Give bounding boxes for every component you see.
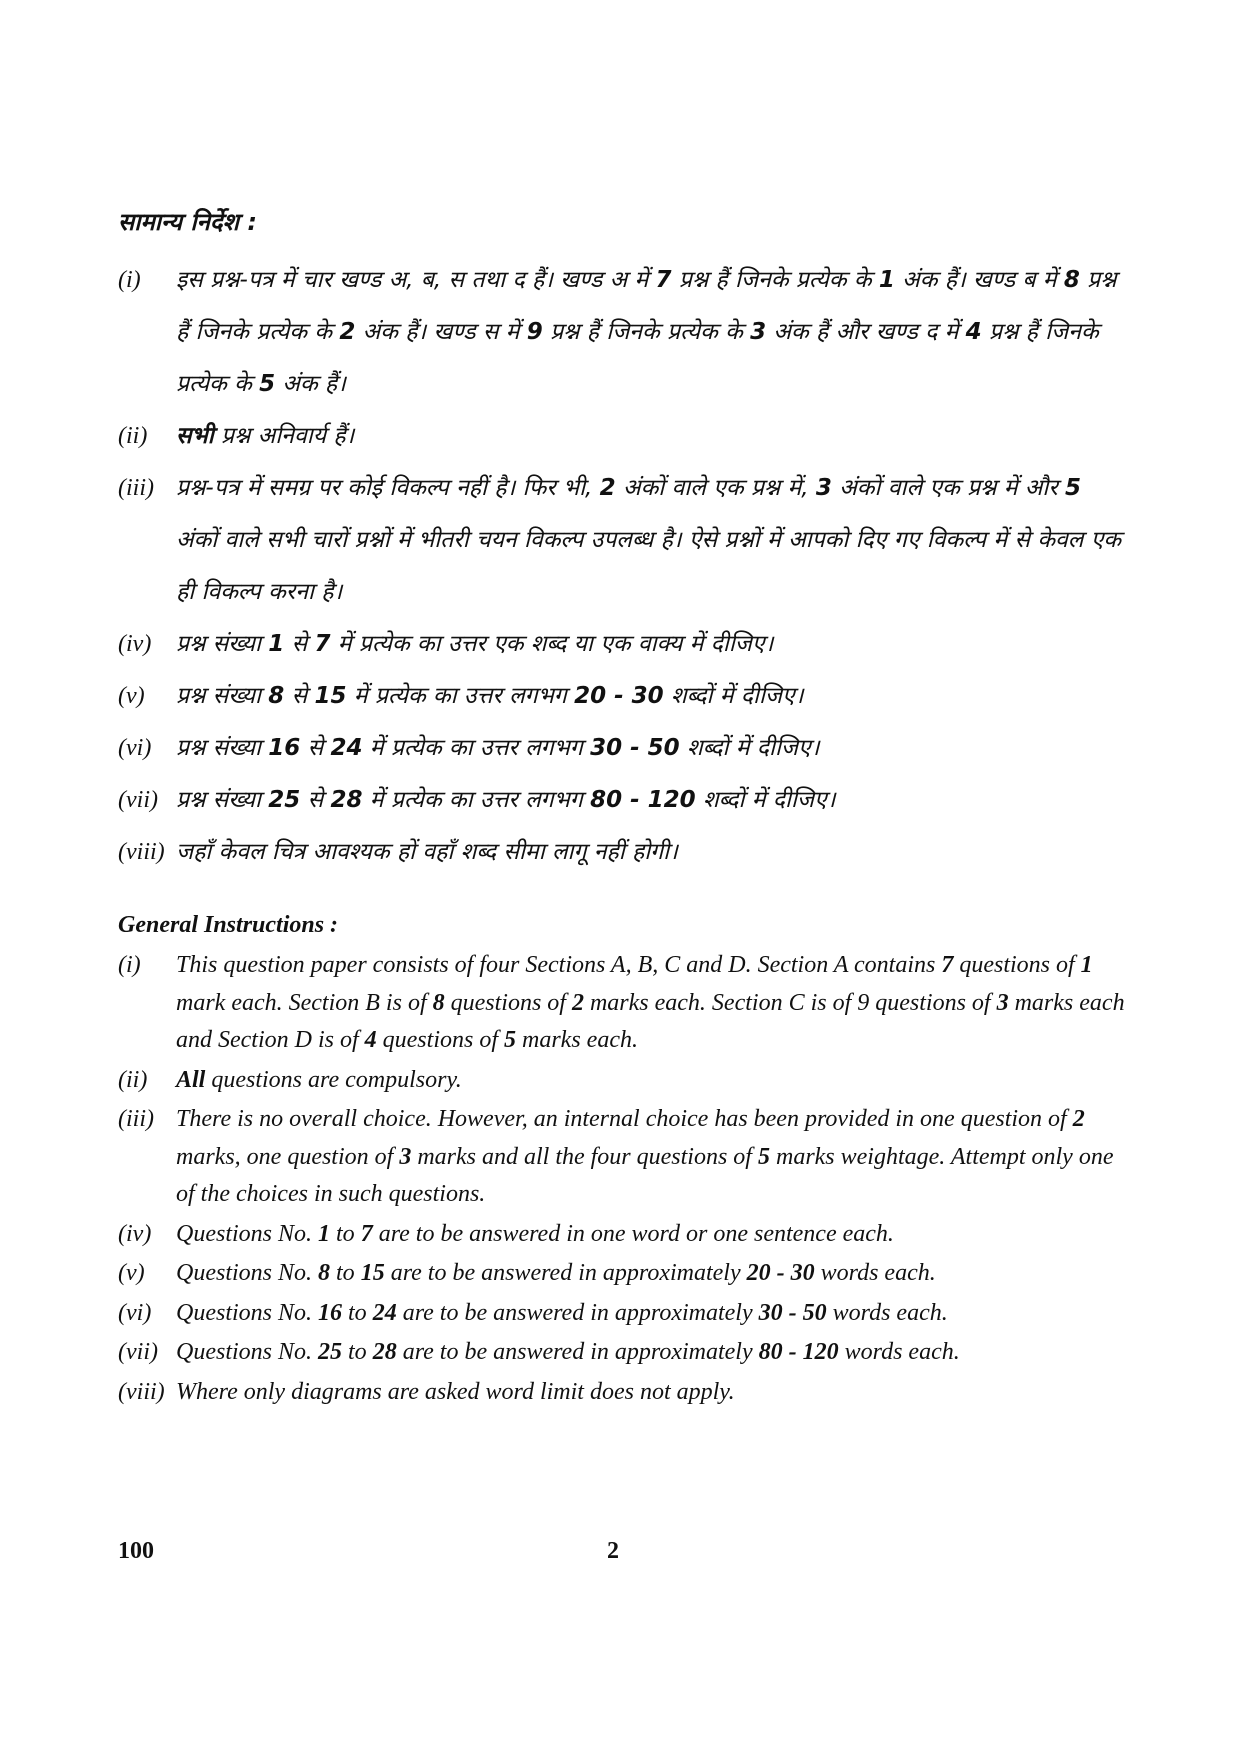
emphasis-text: All bbox=[176, 1066, 206, 1093]
hindi-instruction-item bbox=[118, 618, 1128, 670]
emphasis-text: 5 bbox=[259, 371, 276, 397]
text-run: इस प्रश्न-पत्र में चार खण्ड अ, ब, स तथा द हैं। खण्ड अ में bbox=[176, 267, 656, 293]
text-run: are to be answered in one word or one sentence each. bbox=[372, 1220, 894, 1247]
hindi-instruction-item bbox=[118, 410, 1128, 462]
text-run: प्रश्न हैं जिनके प्रत्येक के bbox=[671, 267, 879, 293]
emphasis-text: 1 bbox=[318, 1220, 331, 1247]
emphasis-text: 5 bbox=[504, 1027, 516, 1053]
text-run: प्रश्न हैं जिनके प्रत्येक के bbox=[176, 267, 1117, 345]
text-run: mark each. Section B is of bbox=[176, 989, 433, 1016]
emphasis-text: 28 bbox=[372, 1339, 397, 1365]
item-text bbox=[176, 1216, 1128, 1254]
text-run: to bbox=[342, 1339, 373, 1365]
emphasis-text: 7 bbox=[360, 1220, 373, 1247]
text-run: में प्रत्येक का उत्तर लगभग bbox=[362, 735, 591, 761]
text-run: प्रश्न अनिवार्य हैं। bbox=[213, 423, 355, 449]
emphasis-text: 9 bbox=[526, 319, 543, 345]
emphasis-text: 20 - 30 bbox=[746, 1260, 815, 1286]
emphasis-text: 16 bbox=[318, 1299, 343, 1326]
text-run: में प्रत्येक का उत्तर लगभग bbox=[362, 787, 591, 813]
text-run: marks each. Section C is of 9 questions of bbox=[583, 989, 997, 1016]
emphasis-text: 16 bbox=[268, 735, 301, 761]
item-text bbox=[176, 670, 1128, 722]
text-run: शब्दों में दीजिए। bbox=[695, 787, 836, 813]
english-instruction-list bbox=[118, 947, 1128, 1411]
item-number: (iii) bbox=[118, 1106, 154, 1132]
emphasis-text: 4 bbox=[364, 1027, 377, 1053]
emphasis-text: 8 bbox=[268, 683, 285, 709]
text-run: से bbox=[300, 787, 331, 813]
emphasis-text: 28 bbox=[330, 787, 363, 813]
item-number: (v) bbox=[118, 1260, 145, 1286]
item-number: (iv) bbox=[118, 1220, 152, 1247]
text-run: Questions No. bbox=[176, 1260, 319, 1286]
emphasis-text: 2 bbox=[599, 475, 616, 501]
text-run: से bbox=[284, 631, 315, 657]
text-run: अंक हैं और खण्ड द में bbox=[766, 319, 966, 345]
emphasis-text: 3 bbox=[750, 319, 767, 345]
hindi-heading: सामान्य निर्देश : bbox=[118, 208, 257, 236]
english-instruction-item bbox=[118, 1062, 1128, 1100]
item-text bbox=[176, 254, 1128, 410]
text-run: प्रश्न संख्या bbox=[176, 683, 269, 709]
item-text bbox=[176, 826, 1128, 878]
emphasis-text: 7 bbox=[655, 267, 672, 293]
item-text bbox=[176, 462, 1128, 618]
text-run: अंकों वाले एक प्रश्न में और bbox=[831, 475, 1066, 501]
text-run: प्रश्न संख्या bbox=[176, 787, 269, 813]
text-run: से bbox=[300, 735, 331, 761]
item-text bbox=[176, 1374, 1128, 1412]
text-run: questions of bbox=[953, 952, 1081, 978]
english-instruction-item bbox=[118, 947, 1128, 1060]
text-run: Questions No. bbox=[176, 1339, 319, 1365]
emphasis-text: 24 bbox=[372, 1299, 397, 1326]
english-instruction-item bbox=[118, 1374, 1128, 1412]
emphasis-text: 8 bbox=[1063, 267, 1080, 293]
text-run: marks, one question of bbox=[176, 1143, 400, 1170]
item-text bbox=[176, 618, 1128, 670]
item-text bbox=[176, 1062, 1128, 1100]
text-run: questions of bbox=[376, 1027, 504, 1053]
text-run: Questions No. bbox=[176, 1299, 319, 1326]
emphasis-text: 25 bbox=[318, 1339, 343, 1365]
text-run: questions of bbox=[444, 989, 572, 1016]
text-run: प्रश्न संख्या bbox=[176, 631, 269, 657]
item-number: (ii) bbox=[118, 1066, 148, 1093]
emphasis-text: 8 bbox=[432, 989, 445, 1016]
english-instruction-item bbox=[118, 1334, 1128, 1372]
hindi-instructions bbox=[118, 205, 1128, 878]
english-instruction-item bbox=[118, 1255, 1128, 1293]
emphasis-text: 15 bbox=[314, 683, 347, 709]
text-run: questions are compulsory. bbox=[205, 1066, 462, 1093]
text-run: अंक हैं। bbox=[275, 371, 346, 397]
paper-code: 100 bbox=[118, 1538, 154, 1564]
emphasis-text: 5 bbox=[757, 1143, 770, 1170]
text-run: Where only diagrams are asked word limit does not apply. bbox=[176, 1378, 735, 1405]
emphasis-text: 2 bbox=[1072, 1106, 1085, 1132]
text-run: प्रश्न संख्या bbox=[176, 735, 269, 761]
text-run: शब्दों में दीजिए। bbox=[679, 735, 820, 761]
item-number: (iii) bbox=[118, 475, 154, 501]
text-run: marks and all the four questions of bbox=[411, 1143, 758, 1170]
hindi-instruction-list bbox=[118, 254, 1128, 878]
item-text bbox=[176, 1255, 1128, 1293]
text-run: There is no overall choice. However, an internal choice has been provided in one question of bbox=[176, 1106, 1073, 1132]
hindi-instruction-item bbox=[118, 722, 1128, 774]
emphasis-text: 2 bbox=[571, 989, 584, 1016]
item-text bbox=[176, 774, 1128, 826]
item-number: (vi) bbox=[118, 735, 152, 761]
text-run: to bbox=[342, 1299, 373, 1326]
emphasis-text: 30 - 50 bbox=[590, 735, 680, 761]
hindi-instruction-item bbox=[118, 462, 1128, 618]
hindi-instruction-item bbox=[118, 826, 1128, 878]
item-text bbox=[176, 1334, 1128, 1372]
english-heading: General Instructions : bbox=[118, 912, 339, 938]
emphasis-text: 80 - 120 bbox=[758, 1339, 839, 1365]
text-run: are to be answered in approximately bbox=[396, 1339, 759, 1365]
item-number: (i) bbox=[118, 952, 141, 978]
item-number: (vi) bbox=[118, 1299, 152, 1326]
text-run: Questions No. bbox=[176, 1220, 319, 1247]
text-run: अंकों वाले एक प्रश्न में, bbox=[615, 475, 816, 501]
text-run: में प्रत्येक का उत्तर लगभग bbox=[346, 683, 575, 709]
hindi-instruction-item bbox=[118, 254, 1128, 410]
emphasis-text: 4 bbox=[965, 319, 982, 345]
emphasis-text: 7 bbox=[941, 952, 954, 978]
english-instruction-item bbox=[118, 1295, 1128, 1333]
emphasis-text: 8 bbox=[318, 1260, 331, 1286]
item-number: (iv) bbox=[118, 631, 152, 657]
emphasis-text: 5 bbox=[1065, 475, 1082, 501]
text-run: प्रश्न हैं जिनके प्रत्येक के bbox=[176, 319, 1099, 397]
text-run: प्रश्न-पत्र में समग्र पर कोई विकल्प नहीं है। फिर भी, bbox=[176, 475, 600, 501]
item-number: (ii) bbox=[118, 423, 148, 449]
english-instruction-item bbox=[118, 1216, 1128, 1254]
text-run: अंक हैं। खण्ड ब में bbox=[894, 267, 1064, 293]
page-number: 2 bbox=[607, 1538, 619, 1564]
emphasis-text: 30 - 50 bbox=[758, 1299, 827, 1326]
text-run: अंक हैं। खण्ड स में bbox=[355, 319, 527, 345]
emphasis-text: 3 bbox=[815, 475, 832, 501]
text-run: to bbox=[330, 1220, 361, 1247]
item-number: (v) bbox=[118, 683, 145, 709]
text-run: words each. bbox=[814, 1260, 936, 1286]
item-number: (viii) bbox=[118, 839, 165, 865]
item-text bbox=[176, 1101, 1128, 1214]
text-run: से bbox=[284, 683, 315, 709]
emphasis-text: 25 bbox=[268, 787, 301, 813]
text-run: are to be answered in approximately bbox=[396, 1299, 759, 1326]
emphasis-text: 24 bbox=[330, 735, 363, 761]
text-run: प्रश्न हैं जिनके प्रत्येक के bbox=[542, 319, 751, 345]
text-run: जहाँ केवल चित्र आवश्यक हों वहाँ शब्द सीमा लागू नहीं होगी। bbox=[176, 839, 678, 865]
item-text bbox=[176, 410, 1128, 462]
text-run: This question paper consists of four Sections A, B, C and D. Section A contains bbox=[176, 952, 942, 978]
item-text bbox=[176, 722, 1128, 774]
text-run: marks each and Section D is of bbox=[176, 989, 1125, 1053]
item-number: (i) bbox=[118, 267, 141, 293]
english-instruction-item bbox=[118, 1101, 1128, 1214]
emphasis-text: 1 bbox=[268, 631, 285, 657]
emphasis-text: 80 - 120 bbox=[590, 787, 696, 813]
emphasis-text: सभी bbox=[176, 423, 214, 449]
text-run: marks weightage. Attempt only one of the choices in such questions. bbox=[176, 1143, 1114, 1207]
hindi-instruction-item bbox=[118, 670, 1128, 722]
item-text bbox=[176, 947, 1128, 1060]
item-number: (vii) bbox=[118, 1339, 158, 1365]
emphasis-text: 3 bbox=[996, 989, 1009, 1016]
emphasis-text: 15 bbox=[360, 1260, 385, 1286]
text-run: are to be answered in approximately bbox=[384, 1260, 747, 1286]
item-number: (viii) bbox=[118, 1378, 165, 1405]
text-run: marks each. bbox=[516, 1027, 638, 1053]
hindi-instruction-item bbox=[118, 774, 1128, 826]
text-run: में प्रत्येक का उत्तर एक शब्द या एक वाक्य में दीजिए। bbox=[330, 631, 774, 657]
emphasis-text: 7 bbox=[314, 631, 331, 657]
text-run: words each. bbox=[826, 1299, 948, 1326]
emphasis-text: 3 bbox=[399, 1143, 412, 1170]
emphasis-text: 1 bbox=[878, 267, 895, 293]
text-run: अंकों वाले सभी चारों प्रश्नों में भीतरी चयन विकल्प उपलब्ध है। ऐसे प्रश्नों में आपको दिए गए विकल्प में से केवल एक ही विकल्प करना है। bbox=[176, 527, 1122, 605]
text-run: to bbox=[330, 1260, 361, 1286]
text-run: words each. bbox=[838, 1339, 960, 1365]
emphasis-text: 1 bbox=[1080, 952, 1093, 978]
text-run: शब्दों में दीजिए। bbox=[663, 683, 804, 709]
item-text bbox=[176, 1295, 1128, 1333]
english-instructions bbox=[118, 912, 1128, 1413]
emphasis-text: 20 - 30 bbox=[574, 683, 664, 709]
emphasis-text: 2 bbox=[339, 319, 356, 345]
item-number: (vii) bbox=[118, 787, 158, 813]
